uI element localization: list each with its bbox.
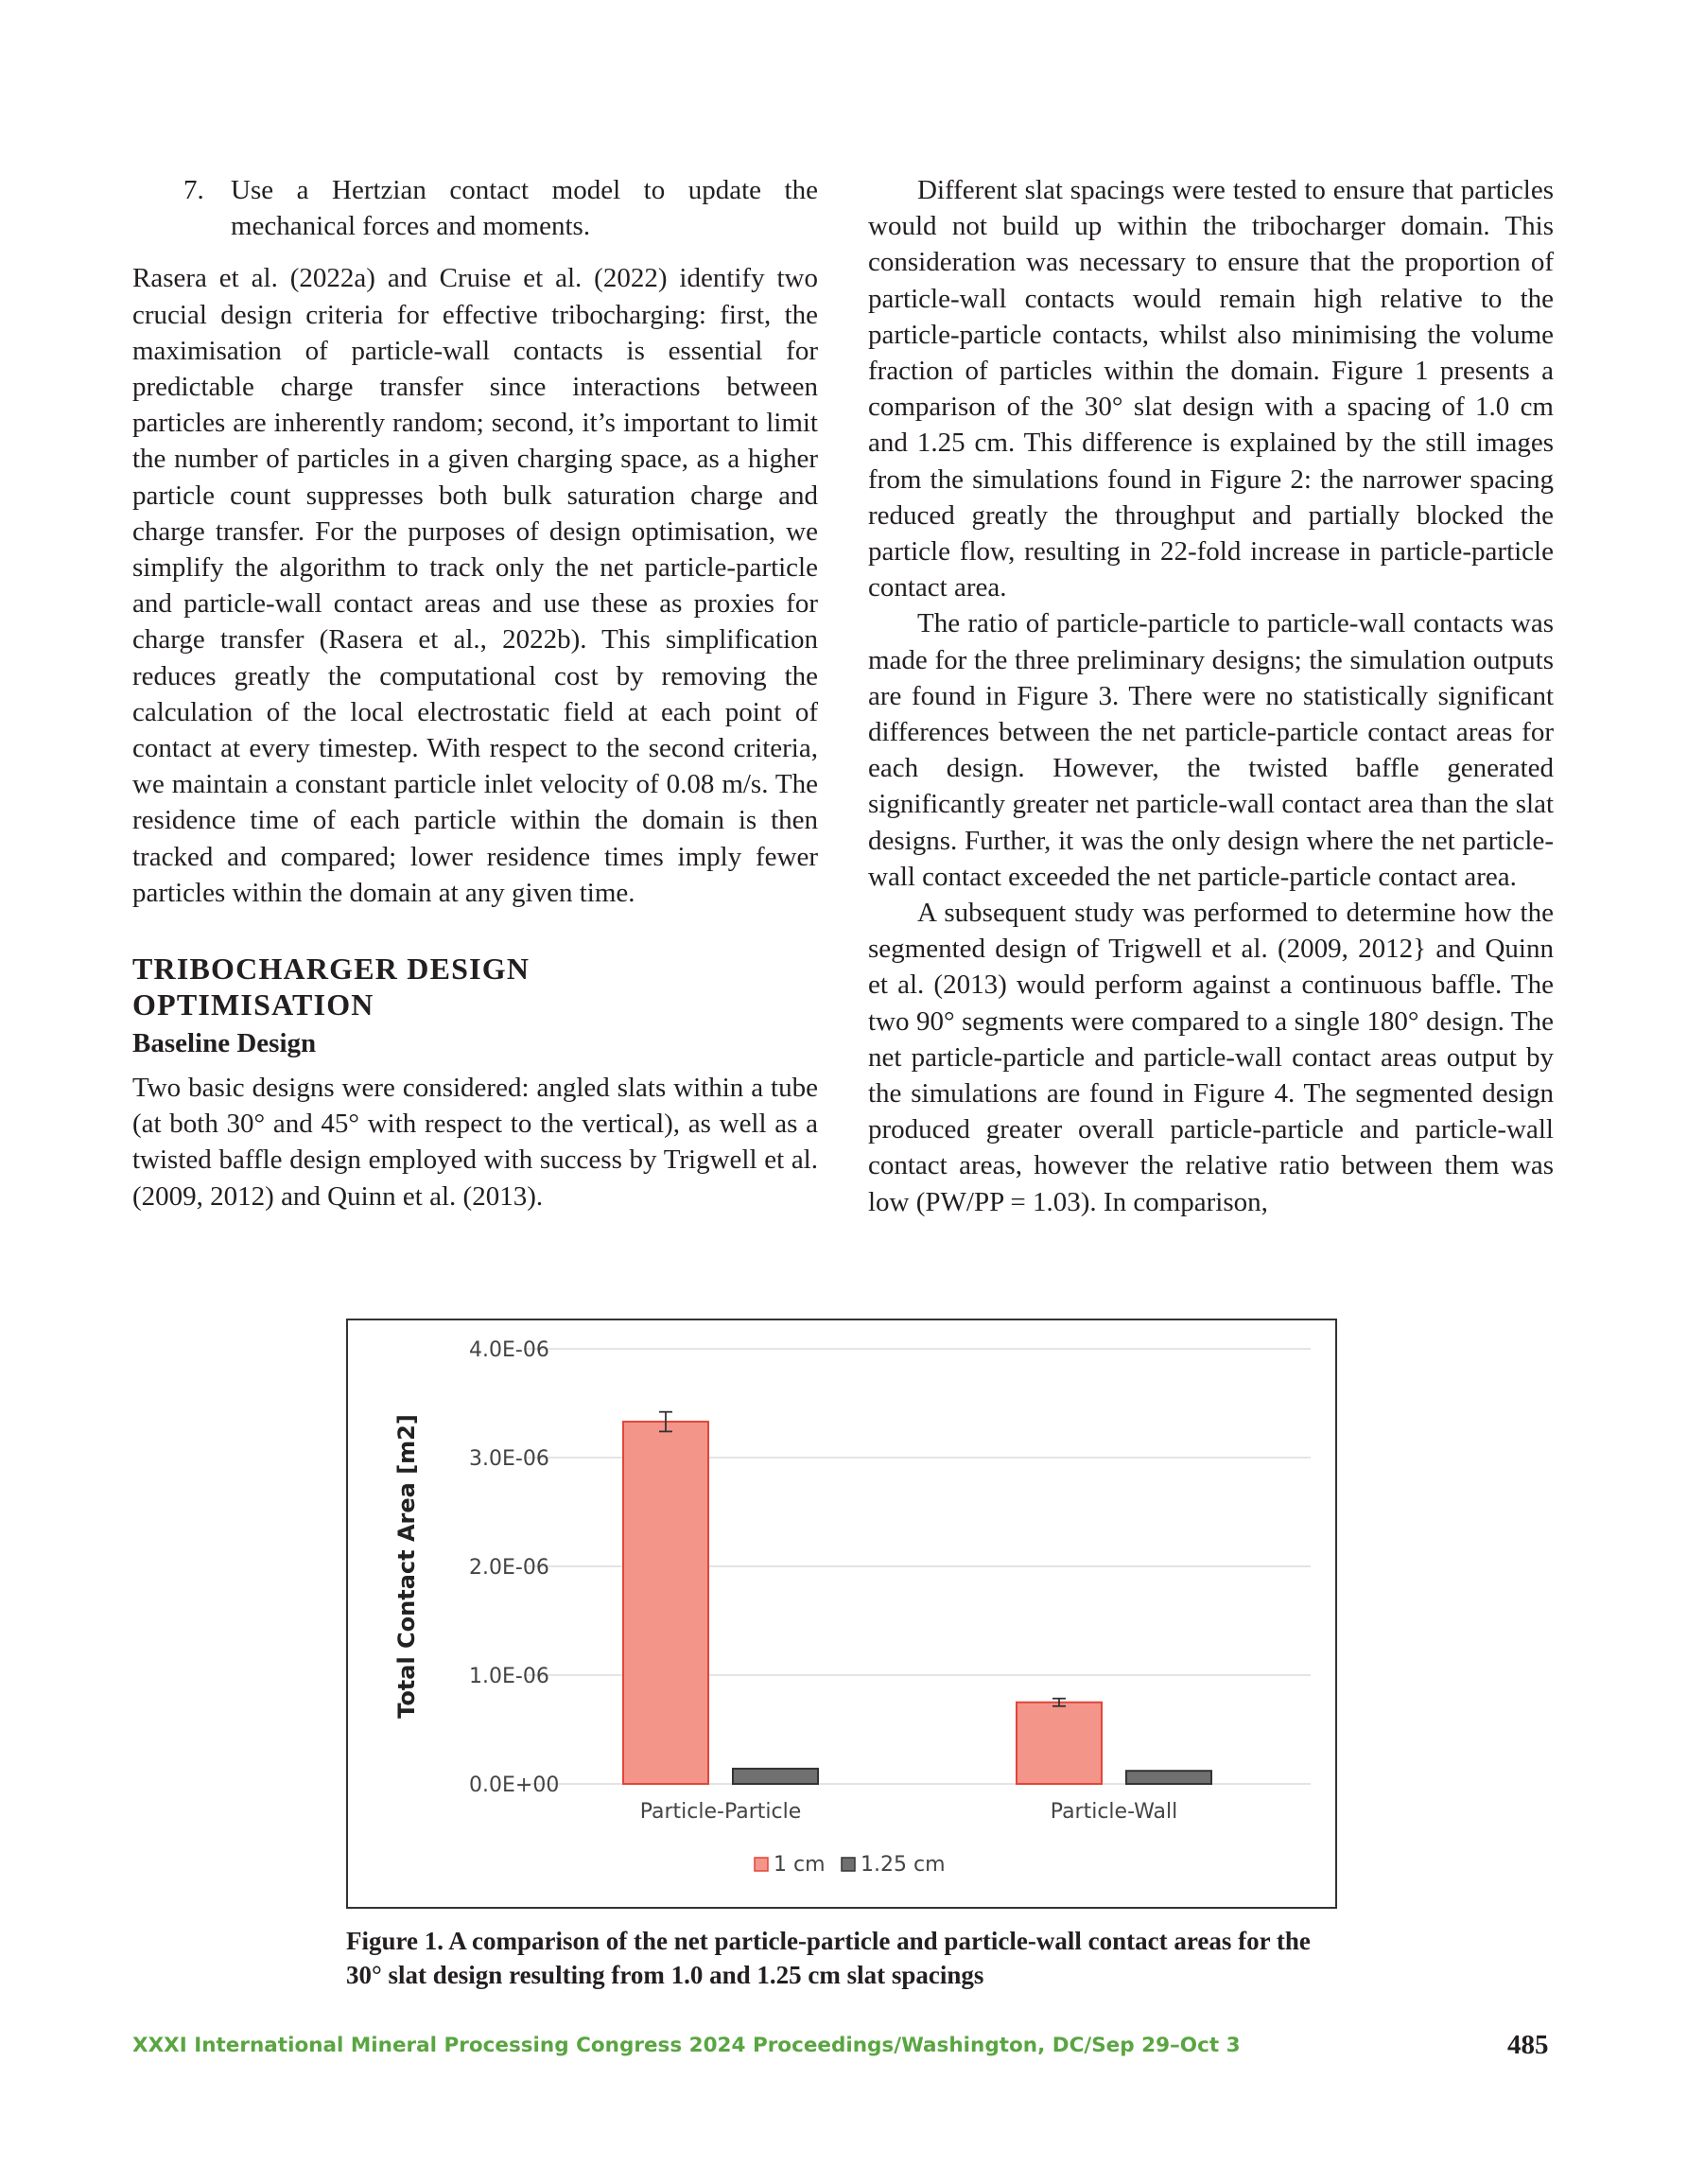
section-heading-line: OPTIMISATION xyxy=(132,987,374,1022)
bar xyxy=(733,1769,818,1784)
y-axis-label: Total Contact Area [m2] xyxy=(393,1414,420,1719)
body-paragraph: A subsequent study was performed to determine how the segmented design of Trigwell et al. (2009, 2012} and Quinn et al. (2013) would perform against a continuous baffle. The two 90° segments were compared to a single 180° design. The net particle-particle and particle-wall contact areas output by the simulations are found in Figure 4. The segmented design produced greater overall particle-particle and particle-wall contact areas, however the relative ratio between them was low (PW/PP = 1.03). In comparison, xyxy=(868,898,1554,1217)
bar xyxy=(1017,1703,1102,1784)
bar xyxy=(1126,1771,1211,1784)
figure-caption xyxy=(346,1924,1348,1992)
body-paragraph: Different slat spacings were tested to ensure that particles would not build up within the tribocharger domain. This consideration was necessary to ensure that the proportion of particle-wall contacts would remain high relative to the particle-particle contacts, whilst also minimising the volume fraction of particles within the domain. Figure 1 presents a comparison of the 30° slat design with a spacing of 1.0 cm and 1.25 cm. This difference is explained by the still images from the simulations found in Figure 2: the narrower spacing reduced greatly the throughput and partially blocked the particle flow, resulting in 22-fold increase in particle-particle contact area. xyxy=(868,175,1554,603)
y-tick-label: 0.0E+00 xyxy=(469,1773,560,1797)
list-number: 7. xyxy=(183,175,204,205)
x-tick-label: Particle-Wall xyxy=(1050,1800,1178,1824)
caption-line: 30° slat design resulting from 1.0 and 1.25 cm slat spacings xyxy=(346,1961,984,1989)
list-item xyxy=(132,172,818,244)
page-number: 485 xyxy=(1507,2030,1549,2060)
y-tick-label: 2.0E-06 xyxy=(469,1556,549,1580)
legend-swatch xyxy=(755,1858,768,1871)
legend-swatch xyxy=(842,1858,855,1871)
bar xyxy=(623,1422,708,1784)
right-column xyxy=(868,172,1554,1220)
y-tick-label: 3.0E-06 xyxy=(469,1447,549,1471)
footer-proceedings: XXXI International Mineral Processing Congress 2024 Proceedings/Washington, DC/Sep 29–Oct 3 xyxy=(132,2034,1241,2057)
legend-label: 1.25 cm xyxy=(861,1853,946,1877)
list-text: Use a Hertzian contact model to update the mechanical forces and moments. xyxy=(231,175,818,242)
bar-chart xyxy=(348,1320,1335,1907)
y-tick-label: 4.0E-06 xyxy=(469,1338,549,1362)
figure-1 xyxy=(346,1319,1337,1909)
caption-line: Figure 1. A comparison of the net particle-particle and particle-wall contact areas for the xyxy=(346,1927,1311,1955)
legend-label: 1 cm xyxy=(774,1853,826,1877)
body-paragraph: Two basic designs were considered: angled slats within a tube (at both 30° and 45° with respect to the vertical), as well as a twisted baffle design employed with success by Trigwell et al. (2009, 2012) and Quinn et al. (2013). xyxy=(132,1073,818,1212)
body-paragraph: The ratio of particle-particle to particle-wall contacts was made for the three preliminary designs; the simulation outputs are found in Figure 3. There were no statistically significant differences between the net particle-particle contact areas for each design. However, the twisted baffle generated significantly greater net particle-wall contact area than the slat designs. Further, it was the only design where the net particle-wall contact exceeded the net particle-particle contact area. xyxy=(868,608,1554,892)
body-paragraph: Rasera et al. (2022a) and Cruise et al. (2022) identify two crucial design criteria for effective tribocharging: first, the maximisation of particle-wall contacts is essential for predictable charge transfer since interactions between particles are inherently random; second, it’s important to limit the number of particles in a given charging space, as a higher particle count suppresses both bulk saturation charge and charge transfer. For the purposes of design optimisation, we simplify the algorithm to track only the net particle-particle and particle-wall contact areas and use these as proxies for charge transfer (Rasera et al., 2022b). This simplification reduces greatly the computational cost by removing the calculation of the local electrostatic field at each point of contact at every timestep. With respect to the second criteria, we maintain a constant particle inlet velocity of 0.08 m/s. The residence time of each particle within the domain is then tracked and compared; lower residence times imply fewer particles within the domain at any given time. xyxy=(132,263,818,908)
section-heading-line: TRIBOCHARGER DESIGN xyxy=(132,952,530,987)
subsection-heading: Baseline Design xyxy=(132,1028,317,1059)
section-heading xyxy=(132,951,818,1022)
left-column xyxy=(132,172,818,1214)
y-tick-label: 1.0E-06 xyxy=(469,1665,549,1688)
x-tick-label: Particle-Particle xyxy=(639,1800,802,1824)
